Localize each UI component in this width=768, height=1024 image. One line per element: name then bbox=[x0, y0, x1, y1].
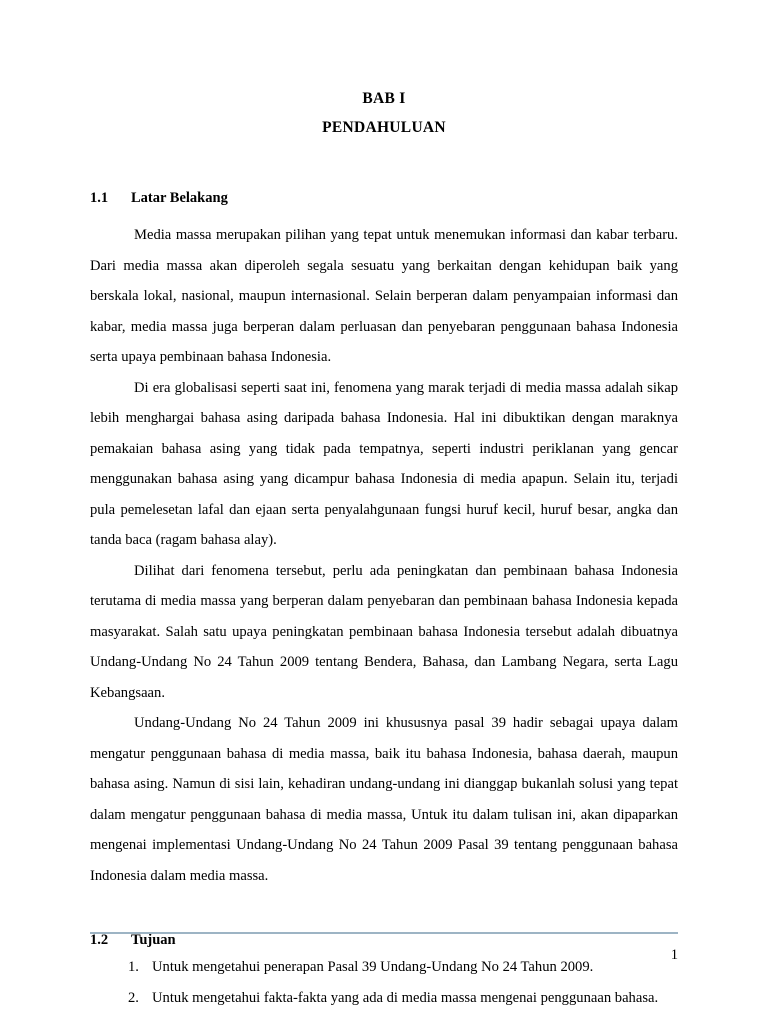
list-item-text: Untuk mengetahui fakta-fakta yang ada di media massa mengenai penggunaan bahasa. bbox=[152, 989, 659, 1006]
page-footer bbox=[90, 932, 678, 965]
page-number: 1 bbox=[670, 947, 678, 963]
page-content bbox=[90, 0, 678, 1013]
section-label: Latar Belakang bbox=[131, 190, 228, 206]
list-item-marker: 1. bbox=[128, 959, 139, 975]
paragraph: Undang-Undang No 24 Tahun 2009 ini khususnya pasal 39 hadir sebagai upaya dalam mengatur penggunaan bahasa di media massa, baik itu bahasa Indonesia, bahasa daerah, maupun bahasa asing. Namun di sisi lain, kehadiran undang-undang ini dianggap bukanlah solusi yang tepat dalam mengatur penggunaan bahasa di media massa, Untuk itu dalam tulisan ini, akan dipaparkan mengenai implementasi Undang-Undang No 24 Tahun 2009 Pasal 39 tentang penggunaan bahasa Indonesia dalam media massa. bbox=[90, 715, 678, 884]
list-item bbox=[90, 983, 678, 1014]
paragraph: Media massa merupakan pilihan yang tepat untuk menemukan informasi dan kabar terbaru. Dari media massa akan diperoleh segala sesuatu yang berkaitan dengan kehidupan baik yang berskala lokal, nasional, maupun internasional. Selain berperan dalam penyampaian informasi dan kabar, media massa juga berperan dalam perluasan dan penyebaran penggunaan bahasa Indonesia serta upaya pembinaan bahasa Indonesia. bbox=[90, 227, 678, 365]
paragraph: Dilihat dari fenomena tersebut, perlu ada peningkatan dan pembinaan bahasa Indonesia terutama di media massa yang berperan dalam penyebaran dan pembinaan bahasa Indonesia kepada masyarakat. Salah satu upaya peningkatan pembinaan bahasa Indonesia tersebut adalah dibuatnya Undang-Undang No 24 Tahun 2009 tentang Bendera, Bahasa, dan Lambang Negara, serta Lagu Kebangsaan. bbox=[90, 562, 678, 701]
list-item-marker: 2. bbox=[128, 989, 139, 1006]
section-number: 1.1 bbox=[90, 190, 109, 206]
list-item-text: Untuk mengetahui penerapan Pasal 39 Undang-Undang No 24 Tahun 2009. bbox=[152, 959, 594, 975]
section-label: Tujuan bbox=[131, 932, 176, 948]
chapter-title-line-1: BAB I bbox=[362, 90, 406, 107]
chapter-title bbox=[90, 0, 678, 142]
chapter-title-line-2: PENDAHULUAN bbox=[322, 119, 446, 136]
paragraph: Di era globalisasi seperti saat ini, fenomena yang marak terjadi di media massa adalah sikap lebih menghargai bahasa asing daripada bahasa Indonesia. Hal ini dibuktikan dengan maraknya pemakaian bahasa asing yang tidak pada tempatnya, seperti industri periklanan yang gencar menggunakan bahasa asing yang dicampur bahasa Indonesia di media apapun. Selain itu, terjadi pula pemelesetan lafal dan ejaan serta penyalahgunaan fungsi huruf kecil, huruf besar, angka dan tanda baca (ragam bahasa alay). bbox=[90, 379, 678, 548]
section-number: 1.2 bbox=[90, 932, 109, 948]
footer-divider bbox=[90, 932, 678, 934]
section-heading-latar-belakang bbox=[90, 188, 678, 208]
